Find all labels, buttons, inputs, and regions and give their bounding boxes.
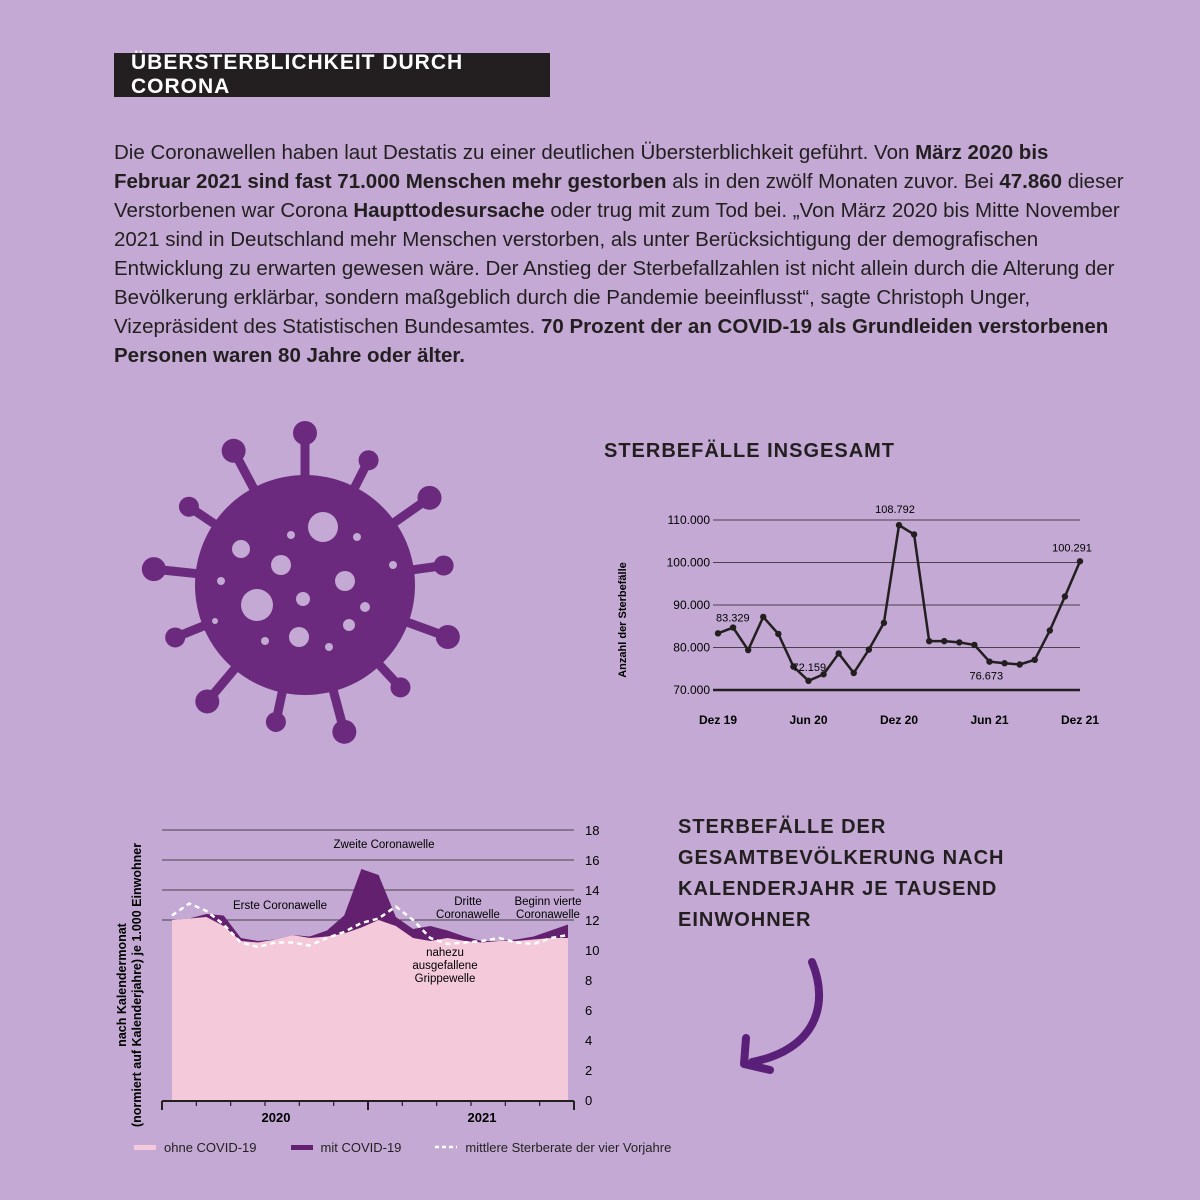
virus-spike-tip (195, 689, 219, 713)
area-chart-y-tick: 4 (585, 1033, 593, 1048)
virus-spike-tip (390, 677, 410, 697)
virus-spike-tip (179, 497, 199, 517)
line-chart-point (760, 614, 766, 620)
area-chart-annotation (334, 839, 435, 851)
legend-item-ohne (134, 1140, 257, 1155)
area-chart-y-tick: 10 (585, 943, 600, 958)
area-chart-annotation-line: Zweite Coronawelle (333, 839, 435, 851)
page-title: ÜBERSTERBLICHKEIT DURCH CORONA (131, 51, 464, 98)
legend-label: ohne COVID-19 (164, 1139, 257, 1155)
intro-highlight: März 2020 bis Februar 2021 sind fast 71.000 Menschen mehr gestorben (114, 141, 1049, 193)
line-chart-point (971, 642, 977, 648)
virus-hole (212, 618, 218, 624)
virus-body (195, 475, 415, 695)
line-chart (600, 480, 1120, 740)
area-chart-y-tick: 14 (585, 883, 600, 898)
area-chart-annotation-line: Dritte (454, 896, 482, 908)
virus-hole (343, 619, 355, 631)
area-chart-title-line: EINWOHNER (678, 909, 812, 931)
page-title-bar (114, 53, 550, 97)
virus-hole (308, 512, 338, 542)
area-chart-title-line: GESAMTBEVÖLKERUNG NACH (678, 847, 1005, 869)
line-chart-point (851, 670, 857, 676)
area-chart-y-tick: 16 (585, 853, 600, 868)
virus-hole (325, 643, 333, 651)
line-chart-point (1032, 657, 1038, 663)
line-chart-point (956, 639, 962, 645)
line-chart-point (1001, 660, 1007, 666)
area-ohne-covid (172, 917, 568, 1100)
line-chart-data-label: 100.291 (1052, 542, 1092, 555)
area-chart-annotation-line: ausgefallene (412, 960, 478, 972)
virus-spike-tip (359, 450, 379, 470)
line-chart-x-tick: Dez 21 (1060, 713, 1100, 727)
line-chart-point (926, 638, 932, 644)
legend-item-vorjahre (435, 1140, 671, 1155)
area-chart-annotation-line: Beginn vierte (514, 896, 582, 908)
intro-text: als in den zwölf Monaten zuvor. Bei (666, 170, 1000, 193)
virus-hole (289, 627, 309, 647)
virus-hole (271, 555, 291, 575)
virus-spike-tip (165, 627, 185, 647)
area-chart-y-tick: 18 (585, 823, 600, 838)
area-chart-annotation-line: Erste Coronawelle (233, 900, 327, 912)
line-chart-point (1077, 558, 1083, 564)
line-chart-y-tick: 100.000 (666, 555, 710, 570)
virus-hole (241, 589, 273, 621)
line-chart-y-tick: 80.000 (673, 640, 710, 655)
line-chart-point (986, 658, 992, 664)
coronavirus-icon (130, 410, 480, 760)
area-chart-annotation-line: Coronawelle (516, 909, 580, 921)
line-chart-point (730, 624, 736, 630)
line-chart-y-tick: 90.000 (673, 598, 710, 612)
area-chart-annotation-line: nahezu (426, 947, 464, 959)
area-chart-annotation (514, 896, 581, 921)
intro-text: Die Coronawellen haben laut Destatis zu einer deutlichen Übersterblichkeit geführt. Von (114, 141, 916, 164)
legend-item-mit (291, 1140, 402, 1155)
virus-hole (217, 577, 225, 585)
area-chart-title-line: KALENDERJAHR JE TAUSEND (678, 878, 998, 900)
line-chart-point (775, 631, 781, 637)
area-chart-title-line: STERBEFÄLLE DER (678, 816, 887, 838)
intro-text: dieser Verstorbenen war Corona (114, 170, 1124, 222)
area-chart-annotation (436, 896, 500, 921)
legend-swatch (291, 1145, 313, 1150)
line-chart-point (911, 531, 917, 537)
area-chart-x-tick: 2021 (467, 1110, 497, 1125)
intro-highlight: 47.860 (999, 170, 1063, 193)
legend-swatch (134, 1145, 156, 1150)
virus-hole (287, 531, 295, 539)
area-chart-annotation-line: Grippewelle (414, 973, 476, 985)
virus-spike-tip (266, 712, 286, 732)
line-chart-data-label: 76.673 (969, 670, 1004, 683)
line-chart-data-label: 83.329 (716, 612, 750, 625)
area-chart-y-label-line: (normiert auf Kalenderjahre) je 1.000 Einwohner (130, 842, 144, 1128)
area-chart-x-tick: 2020 (261, 1110, 291, 1125)
line-chart-data-label: 72.159 (792, 661, 827, 674)
line-chart-x-tick: Dez 20 (879, 713, 919, 727)
area-chart-y-tick: 6 (585, 1003, 593, 1018)
curved-arrow-icon (730, 950, 840, 1080)
area-chart-y-tick: 8 (585, 973, 593, 988)
virus-spike-tip (434, 556, 454, 576)
line-chart-point (941, 638, 947, 644)
line-chart-point (1062, 593, 1068, 599)
area-chart-y-label (115, 843, 144, 1127)
line-chart-x-tick: Dez 19 (698, 713, 738, 727)
line-chart-y-label: Anzahl der Sterbefälle (617, 562, 629, 678)
virus-hole (360, 602, 370, 612)
line-chart-point (805, 678, 811, 684)
area-chart-annotation (233, 900, 327, 912)
virus-hole (353, 533, 361, 541)
line-chart-title: STERBEFÄLLE INSGESAMT (604, 440, 896, 462)
virus-hole (335, 571, 355, 591)
intro-highlight: Haupttodesursache (353, 199, 545, 222)
line-chart-data-label: 108.792 (875, 504, 915, 517)
virus-hole (232, 540, 250, 558)
virus-spike-tip (332, 720, 356, 744)
virus-spike-tip (293, 421, 317, 445)
area-chart-y-tick: 2 (585, 1063, 593, 1078)
legend-label: mit COVID-19 (320, 1139, 402, 1155)
intro-text: oder trug mit zum Tod bei. „Von März 2020 bis Mitte November 2021 sind in Deutschland mehr Menschen verstorben, als unter Berücksichtigung der demografischen Entwicklung zu erwarten gewesen wäre. Der Anstieg der Sterbefallzahlen ist nicht allein durch die Alterung der Bevölkerung erklärbar, sondern maßgeblich durch die Pandemie beeinflusst“, sagte Christoph Unger, Vizepräsident des Statistischen Bundesamtes. (114, 199, 1120, 338)
area-chart-annotation-line: Coronawelle (436, 909, 500, 921)
legend-swatch (435, 1144, 457, 1150)
virus-spike-tip (142, 557, 166, 581)
virus-spike-tip (222, 439, 246, 463)
line-chart-point (866, 646, 872, 652)
line-chart-point (1016, 661, 1022, 667)
area-chart-y-tick: 12 (585, 913, 600, 928)
area-chart (100, 810, 620, 1130)
virus-hole (389, 561, 397, 569)
line-chart-point (835, 650, 841, 656)
line-chart-y-tick: 110.000 (667, 513, 710, 527)
intro-paragraph (114, 138, 1124, 370)
line-chart-y-tick: 70.000 (673, 683, 710, 697)
line-chart-point (1047, 627, 1053, 633)
virus-hole (296, 592, 310, 606)
virus-spike-tip (436, 625, 460, 649)
line-chart-x-tick: Jun 20 (789, 713, 828, 727)
area-chart-y-label-line: nach Kalendermonat (115, 923, 129, 1047)
line-chart-series (718, 525, 1080, 681)
virus-spike-tip (418, 486, 442, 510)
virus-hole (261, 637, 269, 645)
area-chart-legend (134, 1136, 705, 1158)
line-chart-point (715, 630, 721, 636)
line-chart-point (881, 620, 887, 626)
line-chart-point (745, 647, 751, 653)
area-chart-y-tick: 0 (585, 1093, 593, 1108)
legend-label: mittlere Sterberate der vier Vorjahre (465, 1139, 672, 1155)
line-chart-point (896, 522, 902, 528)
line-chart-x-tick: Jun 21 (970, 713, 1009, 727)
intro-highlight: 70 Prozent der an COVID-19 als Grundleiden verstorbenen Personen waren 80 Jahre oder älter. (114, 315, 1109, 367)
